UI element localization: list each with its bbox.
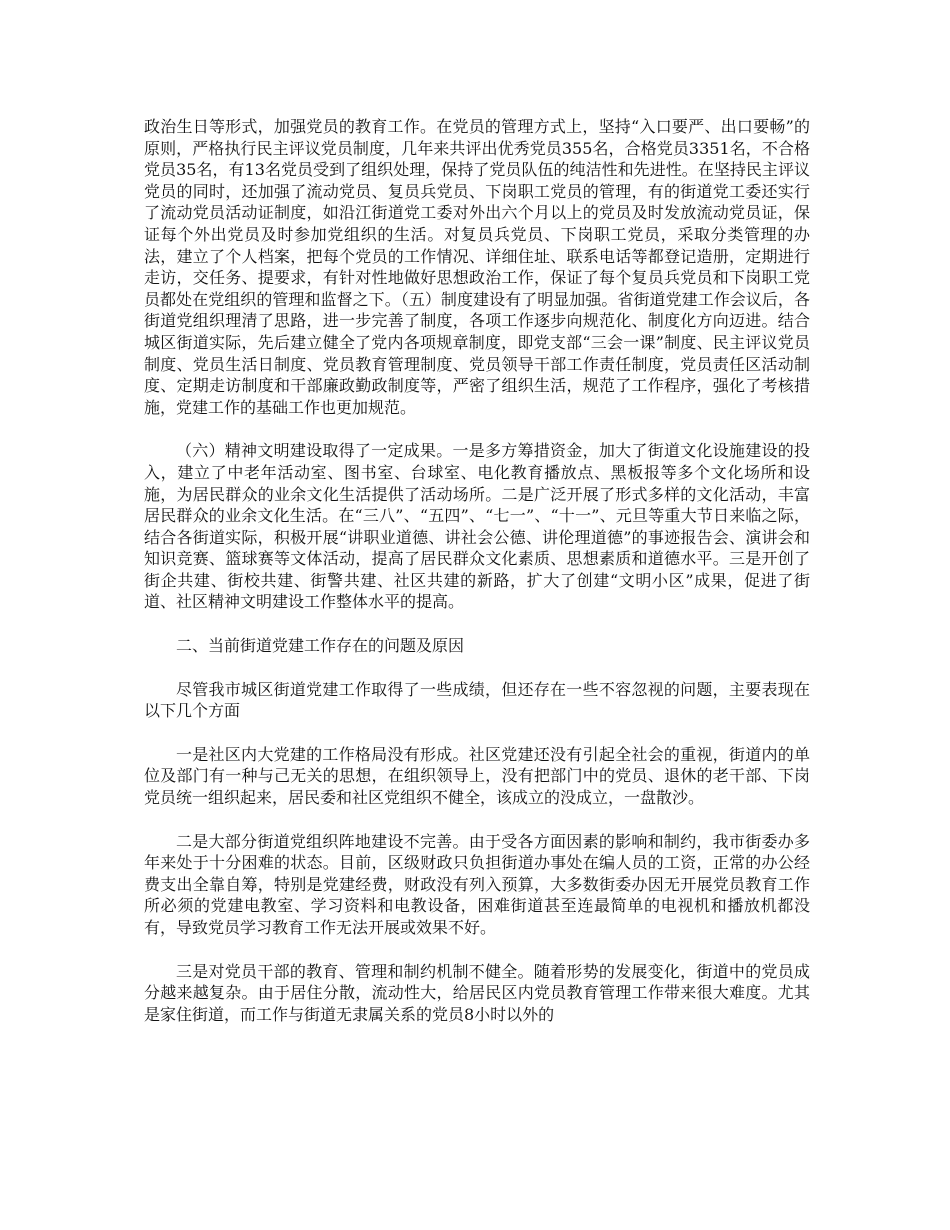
paragraph-spiritual-civilization: （六）精神文明建设取得了一定成果。一是多方筹措资金，加大了街道文化设施建设的投入，建立了中老年活动室、图书室、台球室、电化教育播放点、黑板报等多个文化场所和设施，为居民群众的业余文化生活提供了活动场所。二是广泛开展了形式多样的文化活动，丰富居民群众的业余文化生活。在“三八”、“五四”、“七一”、“十一”、元旦等重大节日来临之际，结合各街道实际，积极开展“讲职业道德、讲社会公德、讲伦理道德”的事迹报告会、演讲会和知识竞赛、篮球赛等文体活动，提高了居民群众文化素质、思想素质和道德水平。三是开创了街企共建、街校共建、街警共建、社区共建的新路，扩大了创建“文明小区”成果，促进了街道、社区精神文明建设工作整体水平的提高。 — [144, 441, 810, 612]
paragraph-problem-three: 三是对党员干部的教育、管理和制约机制不健全。随着形势的发展变化，街道中的党员成分越来越复杂。由于居住分散，流动性大，给居民区内党员教育管理工作带来很大难度。尤其是家住街道，而工作与街道无隶属关系的党员8小时以外的 — [144, 961, 810, 1024]
paragraph-problems-intro: 尽管我市城区街道党建工作取得了一些成绩，但还存在一些不容忽视的问题，主要表现在以下几个方面 — [144, 679, 810, 721]
paragraph-membership-management: 政治生日等形式，加强党员的教育工作。在党员的管理方式上，坚持“入口要严、出口要畅”的原则，严格执行民主评议党员制度，几年来共评出优秀党员355名，合格党员3351名，不合格党员35名，有13名党员受到了组织处理，保持了党员队伍的纯洁性和先进性。在坚持民主评议党员的同时，还加强了流动党员、复员兵党员、下岗职工党员的管理，有的街道党工委还实行了流动党员活动证制度，如沿江街道党工委对外出六个月以上的党员及时发放流动党员证，保证每个外出党员及时参加党组织的生活。对复员兵党员、下岗职工党员，采取分类管理的办法，建立了个人档案，把每个党员的工作情况、详细住址、联系电话等都登记造册，定期进行走访，交任务、提要求，有针对性地做好思想政治工作，保证了每个复员兵党员和下岗职工党员都处在党组织的管理和监督之下。（五）制度建设有了明显加强。省街道党建工作会议后，各街道党组织理清了思路，进一步完善了制度，各项工作逐步向规范化、制度化方向迈进。结合城区街道实际，先后建立健全了党内各项规章制度，即党支部“三会一课”制度、民主评议党员制度、党员生活日制度、党员教育管理制度、党员领导干部工作责任制度，党员责任区活动制度、定期走访制度和干部廉政勤政制度等，严密了组织生活，规范了工作程序，强化了考核措施，党建工作的基础工作也更加规范。 — [144, 117, 810, 417]
paragraph-problem-one: 一是社区内大党建的工作格局没有形成。社区党建还没有引起全社会的重视，街道内的单位及部门有一种与己无关的思想，在组织领导上，没有把部门中的党员、退休的老干部、下岗党员统一组织起来，居民委和社区党组织不健全，该成立的没成立，一盘散沙。 — [144, 744, 810, 808]
section-heading-problems: 二、当前街道党建工作存在的问题及原因 — [176, 636, 465, 656]
paragraph-problem-two: 二是大部分街道党组织阵地建设不完善。由于受各方面因素的影响和制约，我市街委办多年来处于十分困难的状态。目前，区级财政只负担街道办事处在编人员的工资，正常的办公经费支出全靠自筹，特别是党建经费，财政没有列入预算，大多数街委办因无开展党员教育工作所必须的党建电教室、学习资料和电教设备，困难街道甚至连最简单的电视机和播放机都没有，导致党员学习教育工作无法开展或效果不好。 — [144, 831, 810, 937]
document-body — [144, 116, 810, 1047]
